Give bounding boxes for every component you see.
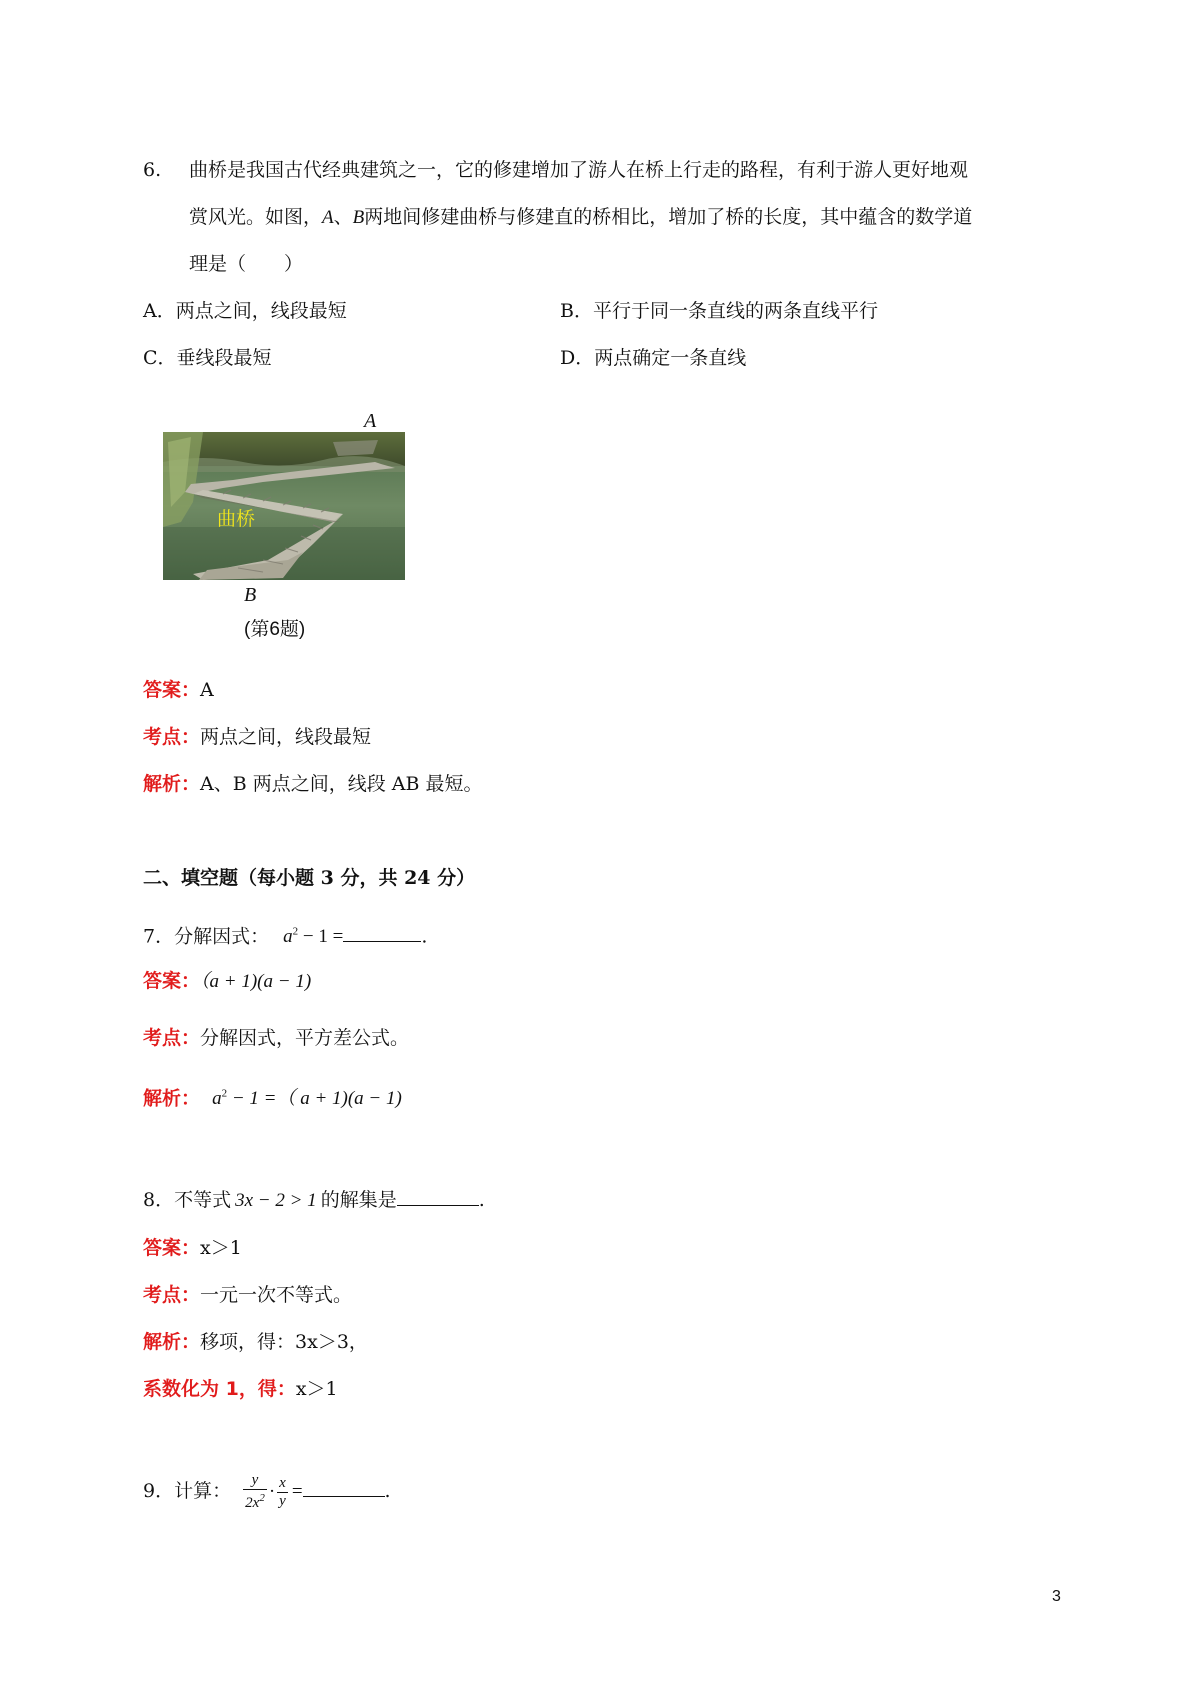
analysis-value: A、B 两点之间，线段 AB 最短。: [200, 773, 483, 795]
q7-end: .: [421, 925, 428, 948]
q8-expression: 3x − 2 > 1: [235, 1190, 317, 1211]
bridge-overlay-label: 曲桥: [217, 508, 256, 530]
point-value: 两点之间，线段最短: [200, 726, 372, 748]
q8-stem: [143, 1187, 485, 1213]
q6-line2-pre: 赏风光。如图，: [189, 206, 323, 228]
q9-equals: =: [291, 1481, 303, 1502]
page-number: 3: [1052, 1588, 1061, 1605]
answer-label: 答案：: [143, 1237, 201, 1259]
q8-answer: [143, 1236, 242, 1260]
q8-text-pre: 不等式: [174, 1189, 232, 1211]
answer-label: 答案：: [143, 679, 201, 701]
answer-value: （a + 1)(a − 1): [200, 971, 312, 992]
q7-answer: [143, 969, 311, 994]
q6-stem-line3: 理是（ ）: [189, 253, 304, 275]
q6-answer: [143, 678, 214, 702]
q6-figure-caption: (第6题): [244, 619, 306, 640]
extra-value: x＞1: [295, 1378, 338, 1400]
q9-dot: ·: [268, 1481, 276, 1502]
q9-fraction-1: $\frac{y}{2x^2}$: [245, 1472, 265, 1511]
q9-text: 计算：: [174, 1480, 232, 1502]
q6-line2-post: 两地间修建曲桥与修建直的桥相比，增加了桥的长度，其中蕴含的数学道: [364, 206, 973, 228]
q6-figure-label-b: B: [244, 584, 257, 606]
q8-analysis: [143, 1330, 368, 1354]
q7-stem: [143, 920, 427, 949]
answer-value: A: [200, 679, 214, 701]
point-value: 一元一次不等式。: [200, 1284, 353, 1306]
q7-point: [143, 1026, 409, 1050]
analysis-value: $a^2 - 1$ =（ a + 1)(a − 1): [212, 1088, 402, 1110]
q7-text: 分解因式：: [174, 925, 270, 948]
bridge-photo: [163, 432, 405, 580]
q8-text-post: 的解集是: [320, 1189, 397, 1211]
q9-stem: [143, 1472, 391, 1512]
q6-option-c: C．垂线段最短: [143, 347, 272, 369]
q6-figure-label-a: A: [364, 410, 377, 432]
point-label: 考点：: [143, 1027, 201, 1049]
q7-expression: $a^2 - 1$ =: [283, 926, 344, 948]
point-value: 分解因式，平方差公式。: [200, 1027, 410, 1049]
q7-blank: [343, 923, 421, 942]
q8-end: .: [478, 1189, 485, 1211]
q6-point: [143, 725, 371, 749]
q9-blank: [303, 1478, 385, 1497]
answer-value: x＞1: [200, 1237, 242, 1259]
q6-option-b: B．平行于同一条直线的两条直线平行: [560, 300, 878, 322]
q9-fraction-2: $\frac{x}{y}$: [279, 1474, 286, 1509]
q6-option-d: D．两点确定一条直线: [560, 347, 747, 369]
q6-analysis: [143, 772, 483, 796]
q6-figure: [163, 432, 405, 580]
q8-number: 8．: [143, 1189, 175, 1211]
q6-stem-line1: 曲桥是我国古代经典建筑之一，它的修建增加了游人在桥上行走的路程，有利于游人更好地观: [189, 159, 969, 181]
q7-analysis: [143, 1082, 402, 1111]
point-label: 考点：: [143, 1284, 201, 1306]
point-label: 考点：: [143, 726, 201, 748]
q9-number: 9．: [143, 1480, 175, 1502]
q8-blank: [397, 1187, 479, 1206]
analysis-label: 解析：: [143, 1087, 201, 1110]
q6-stem-line2: [189, 205, 972, 230]
analysis-label: 解析：: [143, 1331, 201, 1353]
q6-option-a: A．两点之间，线段最短: [143, 300, 347, 322]
q8-extra: [143, 1377, 338, 1401]
q9-end: .: [384, 1480, 391, 1502]
section-title: 二、填空题（每小题 3 分，共 24 分）: [143, 867, 476, 889]
answer-label: 答案：: [143, 970, 201, 992]
q6-line2-sep: 、: [333, 206, 353, 228]
analysis-label: 解析：: [143, 773, 201, 795]
q7-number: 7．: [143, 925, 175, 948]
q8-point: [143, 1283, 352, 1307]
extra-label: 系数化为 1，得：: [143, 1378, 296, 1400]
q6-point-b: B: [352, 207, 365, 228]
q6-point-a: A: [322, 207, 334, 228]
q6-number: 6.: [143, 159, 162, 181]
analysis-value: 移项，得：3x＞3，: [200, 1331, 368, 1353]
